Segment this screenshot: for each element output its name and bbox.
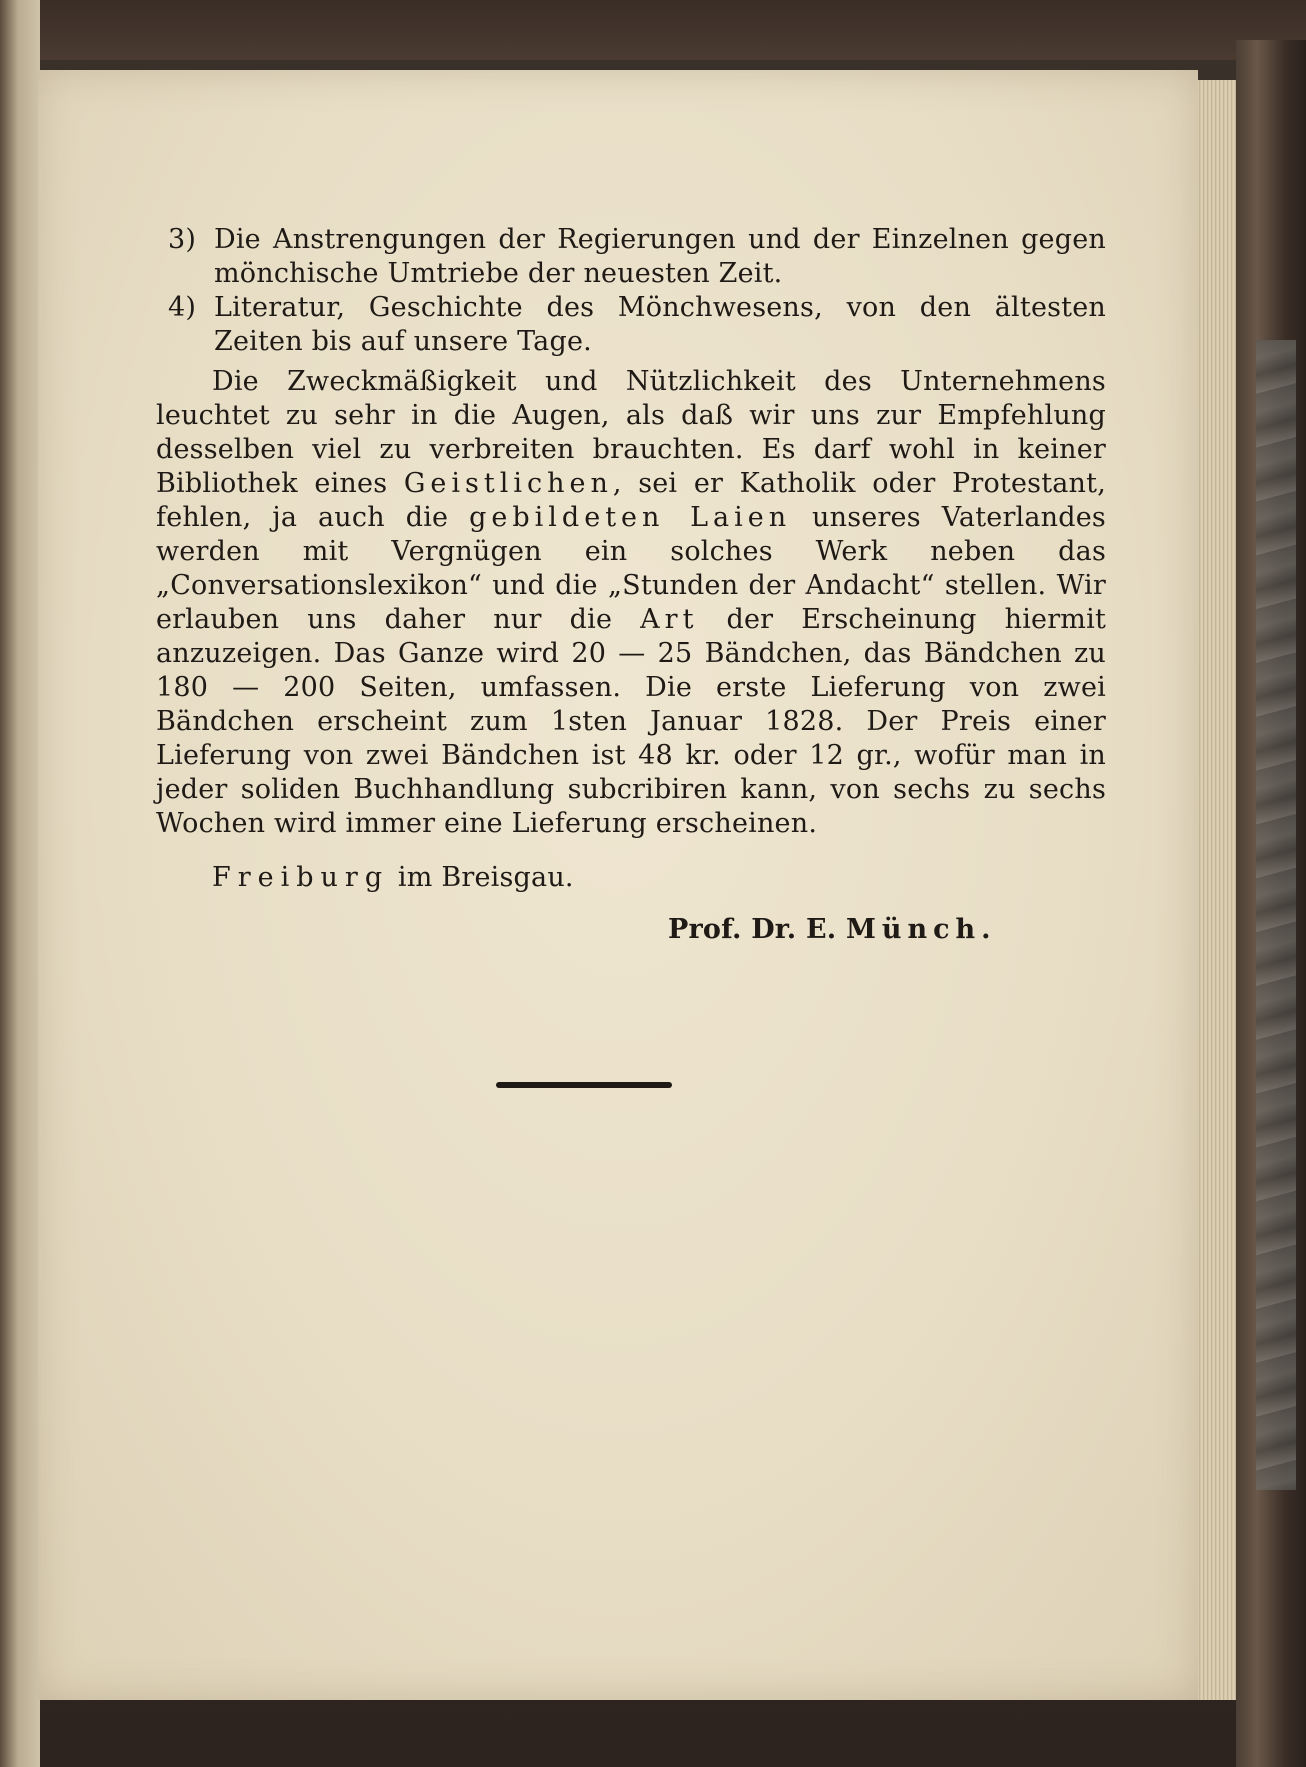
body-paragraph	[156, 365, 1106, 841]
paragraph-text-4: der Erscheinung hiermit anzuzeigen. Das Ganze wird 20 — 25 Bändchen, das Bändchen zu 180 — 200 Seiten, umfassen. Die erste Lieferung von zwei Bändchen erscheint zum 1sten Januar 1828. Der Preis einer Lieferung von zwei Bändchen ist 48 kr. oder 12 gr., wofür man in jeder soliden Buchhandlung subcribiren kann, von sechs zu sechs Wochen wird immer eine Lieferung erscheinen.	[156, 604, 1106, 839]
place-line	[156, 861, 1106, 895]
page-text	[156, 223, 1106, 947]
paragraph-text-1: Die Zweckmäßigkeit und Nützlichkeit des Unternehmens leuchtet zu sehr in die Augen, als daß wir uns zur Empfehlung desselben viel zu verbreiten brauchten. Es darf wohl in keiner Bibliothek eines	[156, 366, 1106, 499]
page-stack-edges	[1196, 80, 1236, 1700]
place-rest: im Breisgau.	[389, 862, 574, 893]
paragraph-text-2: , sei er Katholik oder Protestant, fehlen, ja auch die	[156, 468, 1106, 533]
author-signature	[156, 913, 1106, 947]
previous-page-edge	[0, 0, 40, 1767]
signature-prefix: Prof. Dr. E.	[668, 914, 846, 945]
cover-marbling	[1256, 340, 1296, 1490]
binding-top	[0, 0, 1306, 60]
spaced-word-art: Art	[640, 604, 699, 635]
book-page	[38, 70, 1198, 1700]
list-item-text: Literatur, Geschichte des Mönchwesens, von den ältesten Zeiten bis auf unsere Tage.	[214, 292, 1106, 357]
spaced-phrase-gebildeten-laien: gebildeten Laien	[469, 502, 792, 533]
closing-rule	[496, 1082, 672, 1088]
place-city: Freiburg	[212, 862, 390, 893]
signature-name: Münch.	[845, 914, 997, 945]
spaced-word-geistlichen: Geistlichen	[403, 468, 613, 499]
book-cover-edge	[1236, 40, 1306, 1767]
paragraph-text-3: unseres Vaterlandes werden mit Vergnügen ein solches Werk neben das „Conversationslexikon“ und die „Stunden der Andacht“ stellen. Wir erlauben uns daher nur die	[156, 502, 1106, 635]
list-item-4	[156, 291, 1106, 359]
list-item-text: Die Anstrengungen der Regierungen und der Einzelnen gegen mönchische Umtriebe der neuesten Zeit.	[214, 224, 1106, 289]
list-number: 3)	[168, 224, 197, 255]
list-number: 4)	[168, 292, 197, 323]
list-item-3	[156, 223, 1106, 291]
